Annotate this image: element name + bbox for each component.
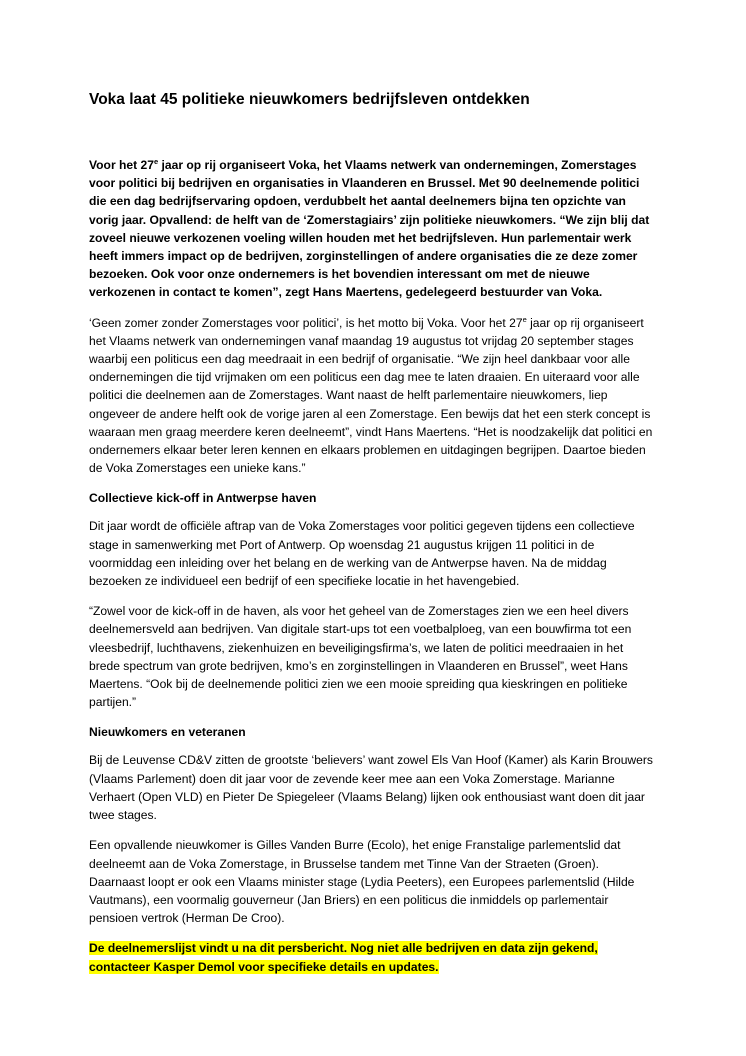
ordinal-superscript: e xyxy=(153,156,159,166)
lead-text-start: Voor het 27 xyxy=(89,158,154,172)
document-title: Voka laat 45 politieke nieuwkomers bedrijfsleven ontdekken xyxy=(89,91,530,108)
highlighted-notice xyxy=(89,939,655,976)
newcomers-paragraph-2: Een opvallende nieuwkomer is Gilles Vanden Burre (Ecolo), het enige Franstalige parlementslid dat deelneemt aan de Voka Zomerstage, in Brusselse tandem met Tinne Van der Straeten (Groen). Daarnaast loopt er ook een Vlaams minister stage (Lydia Peeters), een Europees parlementslid (Hilde Vautmans), een voormalig gouverneur (Jan Briers) en een politicus die inmiddels op parlementair pensioen vertrok (Herman De Croo). xyxy=(89,838,635,926)
highlighted-notice-text: De deelnemerslijst vindt u na dit persbericht. Nog niet alle bedrijven en data zijn gekend, contacteer Kasper Demol voor specifieke details en updates. xyxy=(89,941,598,974)
kickoff-paragraph-1: Dit jaar wordt de officiële aftrap van de Voka Zomerstages voor politici gegeven tijdens een collectieve stage in samenwerking met Port of Antwerp. Op woensdag 21 augustus krijgen 11 politici in de voormiddag een inleiding over het belang en de werking van de Antwerpse haven. Na de middag bezoeken ze individueel een bedrijf of een specifieke locatie in het havengebied. xyxy=(89,519,635,589)
section-heading-kickoff: Collectieve kick-off in Antwerpse haven xyxy=(89,491,317,506)
kickoff-paragraph-2: “Zowel voor de kick-off in de haven, als voor het geheel van de Zomerstages zien we een heel divers deelnemersveld aan bedrijven. Van digitale start-ups tot een voetbalploeg, van een bouwfirma tot een vleesbedrijf, luchthavens, ziekenhuizen en beveiligingsfirma’s, we laten de politici meedraaien in het brede spectrum van grote bedrijven, kmo’s en zorginstellingen in Vlaanderen en Brussel”, weet Hans Maertens. “Ook bij de deelnemende politici zien we een mooie spreiding qua kieskringen en politieke partijen.” xyxy=(89,604,632,710)
newcomers-paragraph-1: Bij de Leuvense CD&V zitten de grootste ‘believers’ want zowel Els Van Hoof (Kamer) als Karin Brouwers (Vlaams Parlement) doen dit jaar voor de zevende keer mee aan een Voka Zomerstage. Marianne Verhaert (Open VLD) en Pieter De Spiegeleer (Vlaams Belang) lijken ook enthousiast want doen dit jaar twee stages. xyxy=(89,753,653,823)
lead-paragraph xyxy=(89,156,655,302)
document-body xyxy=(89,90,655,977)
intro-text-start: ‘Geen zomer zonder Zomerstages voor politici’, is het motto bij Voka. Voor het 27 xyxy=(89,315,523,330)
section-heading-newcomers: Nieuwkomers en veteranen xyxy=(89,725,246,740)
intro-text-rest: jaar op rij organiseert het Vlaams netwerk van ondernemingen vanaf maandag 19 augustus tot vrijdag 20 september stages waarbij een politicus een dag meedraait in een bedrijf of organisatie. “We zijn heel dankbaar voor alle ondernemingen die tijd vrijmaken om een politicus een dag mee te laten draaien. En uiteraard voor alle politici die deelnemen aan de Zomerstages. Want naast de helft parlementaire nieuwkomers, liep ongeveer de andere helft ook de vorige jaren al een Zomerstage. Een bewijs dat het een sterk concept is waaraan men graag meerdere keren deelneemt”, vindt Hans Maertens. “Het is noodzakelijk dat politici en ondernemers elkaar beter leren kennen en elkaars problemen en uitdagingen begrijpen. Daartoe bieden de Voka Zomerstages een unieke kans.” xyxy=(89,315,653,476)
lead-text-rest: jaar op rij organiseert Voka, het Vlaams netwerk van ondernemingen, Zomerstages voor politici bij bedrijven en organisaties in Vlaanderen en Brussel. Met 90 deelnemende politici die een dag bedrijfservaring opdoen, verdubbelt het aantal deelnemers bijna ten opzichte van vorig jaar. Opvallend: de helft van de ‘Zomerstagiairs’ zijn politieke nieuwkomers. “We zijn blij dat zoveel nieuwe verkozenen voeling willen houden met het bedrijfsleven. Hun parlementair werk heeft immers impact op de bedrijven, zorginstellingen of andere organisaties die ze deze zomer bezoeken. Ook voor onze ondernemers is het bovendien interessant om met de nieuwe verkozenen in contact te komen”, zegt Hans Maertens, gedelegeerd bestuurder van Voka. xyxy=(89,158,650,300)
intro-paragraph xyxy=(89,314,655,478)
ordinal-superscript: e xyxy=(522,314,527,324)
